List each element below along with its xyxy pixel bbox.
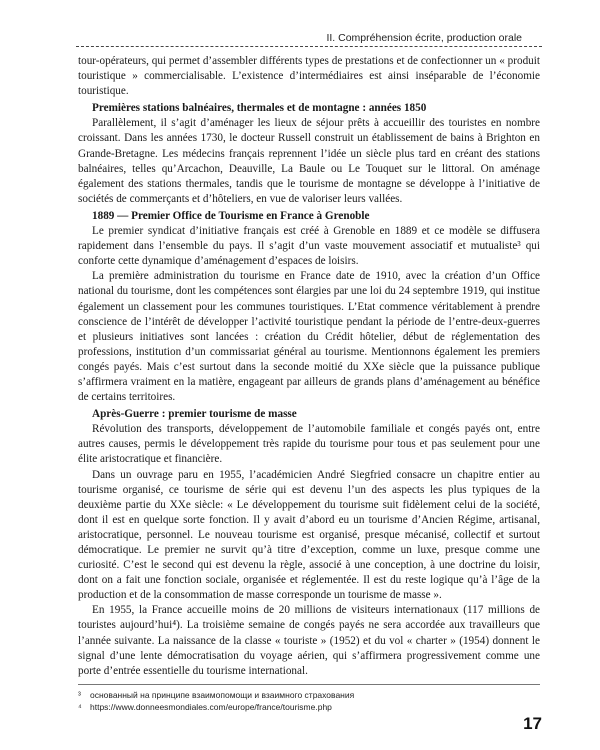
footnote — [78, 701, 540, 713]
page-number: 17 — [523, 714, 542, 733]
footnote-link[interactable]: https://www.donneesmondiales.com/europe/france/tourisme.php — [90, 702, 332, 712]
paragraph: Révolution des transports, développement de l’automobile familiale et congés payés ont, entre autres causes, permis le développement très rapide du tourisme pour tous et pas seulement pour une élite aristocratique et financière. — [78, 423, 540, 466]
body-text — [78, 54, 540, 679]
header-divider — [76, 46, 542, 47]
section-heading: 1889 — Premier Office de Tourisme en France à Grenoble — [92, 209, 370, 222]
paragraph: Parallèlement, il s’agit d’aménager les lieux de séjour prêts à accueillir des touristes en nombre croissant. Dans les années 1730, le docteur Russell construit un établissement de bains à Brighton en Grande-Bretagne. Les médecins français reprennent l’idée un siècle plus tard en créant des stations balnéaires, telles qu’Arcachon, Deauville, La Baule ou Le Touquet sur le littoral. On aménage également des stations thermales, tandis que le tourisme de montagne se développe à l’initiative de sociétés de commerçants et d’hôteliers, en vue de valoriser leurs vallées. — [78, 117, 540, 205]
paragraph: Dans un ouvrage paru en 1955, l’académicien André Siegfried consacre un chapitre entier au tourisme organisé, ce tourisme de série qui est devenu l’un des aspects les plus typiques de la deuxième partie du XXe siècle: « Le développement du tourisme suit fidèlement celui de la société, dont il est en quelque sorte fonction. Il y avait d’abord eu un tourisme d’Ancien Régime, artisanal, aristocratique, personnel. Le nouveau tourisme est organisé, presque mécanisé, collectif et surtout démocratique. Le premier ne survit qu’à titre d’exception, comme un luxe, presque comme une curiosité. C’est le second qui est devenu la règle, associé à une conception, à une doctrine du loisir, dont on a fait une fonction sociale, organisée et réglementée. Il est du reste logique qu’à l’âge de la production et de la consommation de masse corresponde un tourisme de masse ». — [78, 468, 540, 602]
footnote-text: основанный на принципе взаимопомощи и взаимного страхования — [90, 690, 355, 700]
paragraph: En 1955, la France accueille moins de 20 millions de visiteurs internationaux (117 millions de touristes aujourd’hui⁴). La troisième semaine de congés payés ne sera accordée aux travailleurs que l’année suivante. La naissance de la classe « touriste » (1952) et du vol « charter » (1954) donnent le signal d’une lente démocratisation du voyage aérien, qui s’affirmera progressivement comme une porte d’entrée essentielle du tourisme international. — [78, 604, 540, 677]
footnotes — [78, 684, 540, 713]
footnote-mark: ⁴ — [78, 702, 82, 712]
footnote — [78, 689, 540, 701]
paragraph: tour-opérateurs, qui permet d’assembler différents types de prestations et de confectionner un « produit touristique » commercialisable. L’existence d’intermédiaires est ainsi inséparable de l’économie touristique. — [78, 55, 540, 98]
running-head: II. Compréhension écrite, production orale — [326, 32, 522, 44]
paragraph: La première administration du tourisme en France date de 1910, avec la création d’un Office national du tourisme, dont les compétences sont élargies par une loi du 24 septembre 1919, qui institue également un classement pour les communes touristiques. L’Etat commence véritablement à prendre conscience de l’intérêt de développer l’activité touristique pendant la période de l’entre-deux-guerres et plusieurs initiatives sont lancées : création du Crédit hôtelier, début de réglementation des professions, institution d’un commissariat général au tourisme. Mentionnons également les premiers congés payés. Mais c’est surtout dans la seconde moitié du XXe siècle que la puissance publique s’affirmera vraiment en la matière, engageant par ailleurs de grands plans d’aménagement au bénéfice de certains territoires. — [78, 270, 540, 404]
footnote-mark: ³ — [78, 690, 81, 700]
section-heading: Premières stations balnéaires, thermales et de montagne : années 1850 — [92, 102, 427, 115]
paragraph: Le premier syndicat d’initiative français est créé à Grenoble en 1889 et ce modèle se diffusera rapidement dans l’ensemble du pays. Il s’agit d’un vaste mouvement associatif et mutualiste³ qui conforte cette dynamique d’aménagement d’espaces de loisirs. — [78, 225, 540, 268]
section-heading: Après-Guerre : premier tourisme de masse — [92, 408, 297, 421]
